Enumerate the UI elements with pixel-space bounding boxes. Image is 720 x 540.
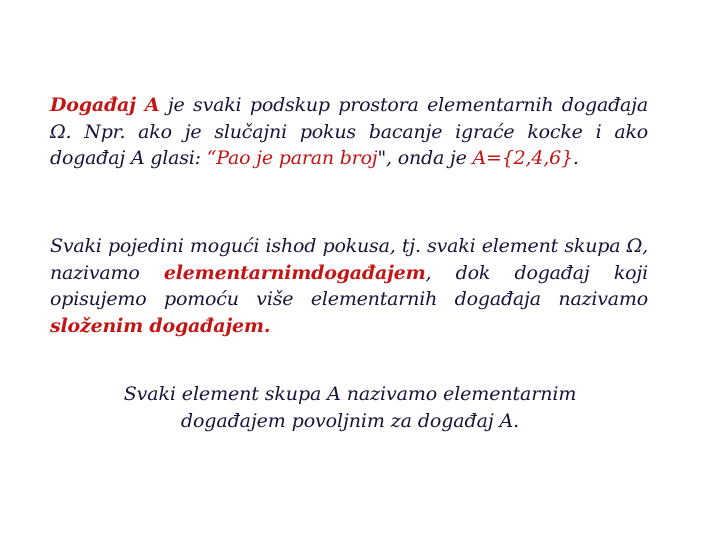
definition-paragraph xyxy=(50,92,648,172)
definition-period: . xyxy=(572,147,579,169)
favorable-event-statement xyxy=(40,381,660,434)
elementary-text-continued: , dok događaj koji opisujemo pomoću više elementarnih događaja nazivamo xyxy=(50,261,648,310)
elementary-text: Svaki pojedini mogući ishod pokusa, tj. svaki element skupa Ω, nazivamo xyxy=(50,235,648,284)
favorable-line-1: Svaki element skupa A nazivamo elementarnim xyxy=(123,383,577,405)
definition-text: je svaki podskup prostora elementarnih događaja Ω. Npr. ako je slučajni pokus bacanje igraće kocke i ako događaj A glasi: xyxy=(50,94,648,169)
event-set: A={2,4,6} xyxy=(472,147,573,169)
term-dogadaj-a: Događaj A xyxy=(50,94,160,116)
elementary-event-paragraph xyxy=(50,233,648,339)
definition-text-continued: ", onda je xyxy=(377,147,473,169)
favorable-line-2: događajem povoljnim za događaj A. xyxy=(180,409,520,432)
term-compound-event: složenim događajem. xyxy=(50,314,271,337)
event-quote: “Pao je paran broj xyxy=(206,147,378,169)
term-elementary-event: elementarnimdogađajem xyxy=(163,261,426,284)
